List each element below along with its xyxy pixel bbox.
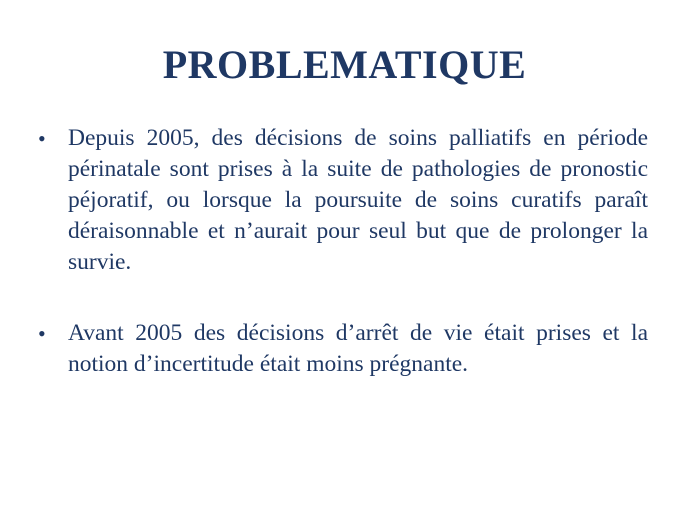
bullet-item-2 (38, 318, 648, 380)
bullet-text-1: Depuis 2005, des décisions de soins palliatifs en période périnatale sont prises à la suite de pathologies de pronostic péjoratif, ou lorsque la poursuite de soins curatifs paraît déraisonnable et n’aurait pour seul but que de prolonger la survie. (68, 125, 648, 275)
bullet-dot-icon: • (38, 321, 46, 346)
bullet-item-1 (38, 123, 648, 278)
bullet-text-2: Avant 2005 des décisions d’arrêt de vie était prises et la notion d’incertitude était moins prégnante. (68, 320, 648, 377)
bullet-dot-icon: • (38, 126, 46, 151)
slide-title: PROBLEMATIQUE (162, 42, 527, 87)
bullet-list (38, 123, 648, 380)
